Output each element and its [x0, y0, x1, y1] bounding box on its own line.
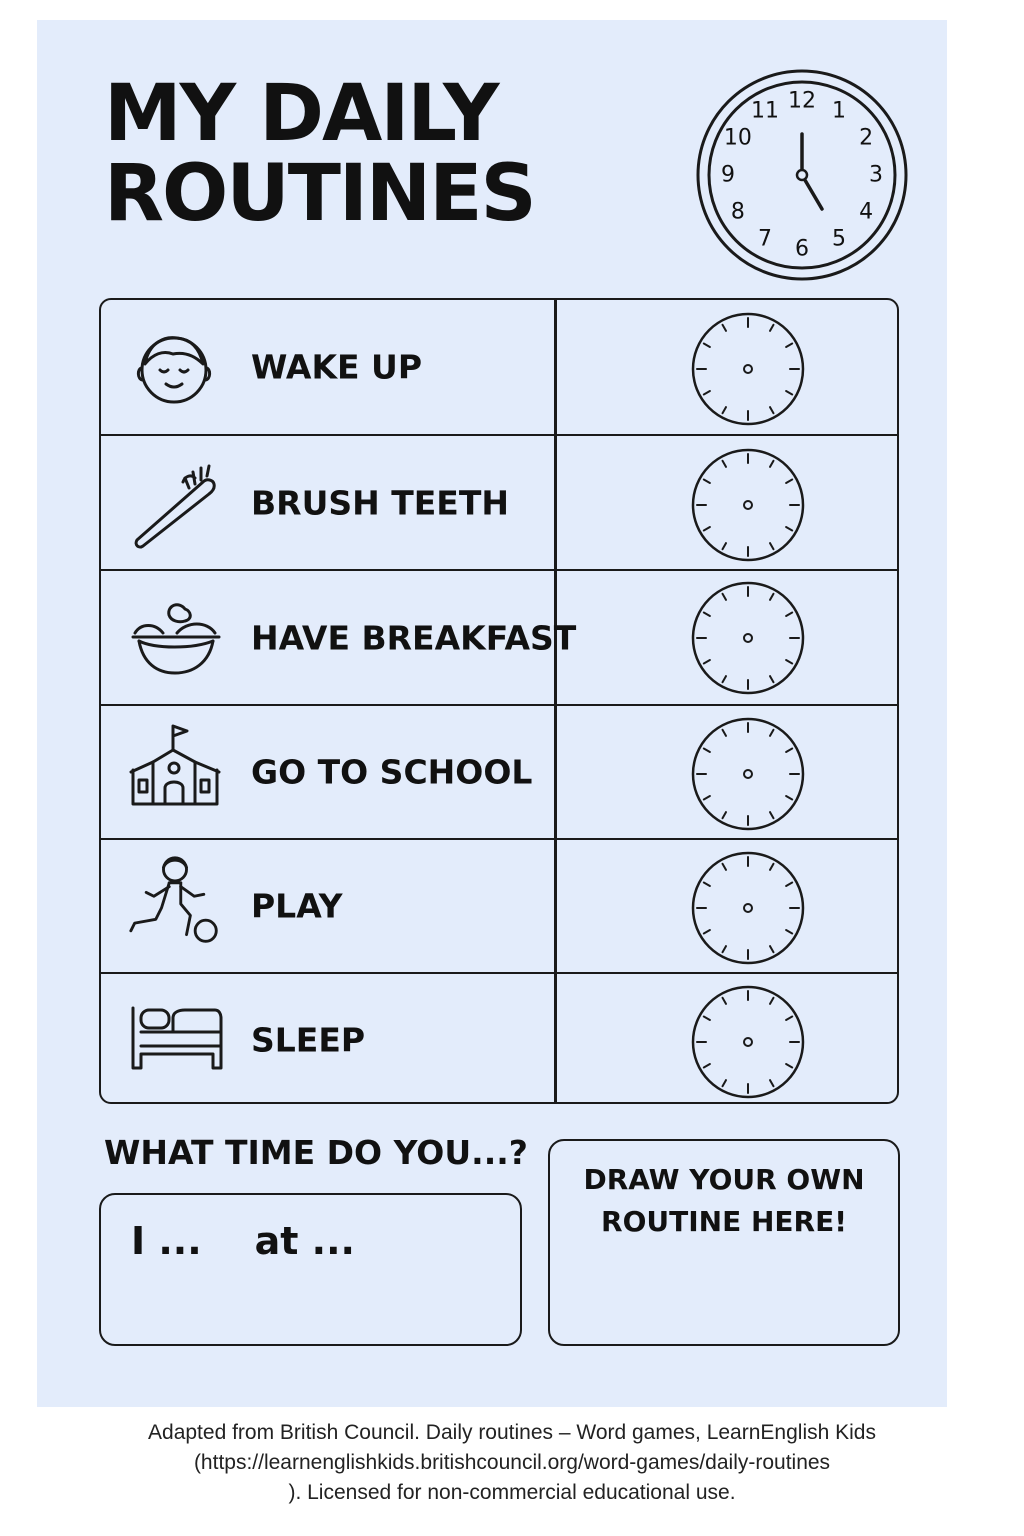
- clock-numeral: 10: [723, 125, 752, 151]
- clock-face: [693, 314, 803, 424]
- clock-tick: [770, 998, 774, 1004]
- clock-tick: [723, 730, 727, 736]
- clock-tick: [770, 543, 774, 549]
- toothbrush-icon: [129, 458, 225, 554]
- clock-tick: [786, 749, 792, 753]
- clock-center: [744, 904, 752, 912]
- footer-line-2: (https://learnenglishkids.britishcouncil.org/word-games/daily-routines: [193, 1451, 831, 1474]
- clock-tick: [770, 676, 774, 682]
- school-building-icon: [127, 722, 223, 818]
- clock-face: [693, 450, 803, 560]
- clock-tick: [704, 391, 710, 395]
- clock-tick: [723, 1080, 727, 1086]
- clock-tick: [786, 391, 792, 395]
- clock-numeral: 5: [832, 226, 846, 252]
- routine-label: BRUSH TEETH: [251, 483, 509, 522]
- child-kicking-ball-icon: [127, 854, 223, 950]
- clock-tick: [723, 812, 727, 818]
- clock-center: [744, 1038, 752, 1046]
- clock-tick: [704, 796, 710, 800]
- clock-numeral: 3: [869, 162, 883, 188]
- blank-clock-icon[interactable]: [690, 580, 806, 696]
- clock-center: [744, 770, 752, 778]
- bed-icon: [129, 992, 225, 1088]
- footer-line-3: ). Licensed for non-commercial educational use.: [288, 1481, 736, 1504]
- answer-prompt: I ... at ...: [131, 1219, 355, 1263]
- clock-numeral: 9: [721, 162, 735, 188]
- clock-tick: [786, 527, 792, 531]
- clock-tick: [786, 480, 792, 484]
- clock-tick: [723, 407, 727, 413]
- clock-tick: [770, 864, 774, 870]
- clock-tick: [770, 325, 774, 331]
- clock-tick: [786, 344, 792, 348]
- routine-row-have-breakfast: [101, 571, 897, 706]
- clock-numeral: 2: [859, 125, 874, 151]
- clock-tick: [770, 946, 774, 952]
- routine-label: WAKE UP: [251, 347, 423, 387]
- draw-box-line-1: DRAW YOUR OWN: [583, 1163, 865, 1196]
- clock-tick: [786, 930, 792, 934]
- clock-numeral: 4: [859, 199, 874, 225]
- sleeping-face-icon: [127, 324, 223, 420]
- clock-face: [693, 853, 803, 963]
- clock-face: [693, 987, 803, 1097]
- blank-clock-icon[interactable]: [690, 716, 806, 832]
- clock-numeral: 8: [730, 199, 745, 225]
- clock-tick: [704, 930, 710, 934]
- clock-numeral: 6: [795, 236, 809, 262]
- clock-tick: [723, 594, 727, 600]
- routine-table: [99, 298, 899, 1104]
- blank-clock-icon[interactable]: [690, 311, 806, 427]
- clock-numeral: 11: [751, 98, 779, 124]
- clock-tick: [770, 812, 774, 818]
- clock-tick: [770, 407, 774, 413]
- clock-tick: [770, 730, 774, 736]
- routine-label: GO TO SCHOOL: [251, 752, 533, 792]
- clock-tick: [704, 480, 710, 484]
- clock-tick: [786, 796, 792, 800]
- clock-center: [744, 365, 752, 373]
- routine-label: SLEEP: [251, 1020, 366, 1060]
- clock-tick: [704, 883, 710, 887]
- routine-row-sleep: [101, 974, 897, 1104]
- blank-clock-icon[interactable]: [690, 447, 806, 563]
- clock-tick: [704, 749, 710, 753]
- clock-tick: [786, 1064, 792, 1068]
- clock-icon: [695, 68, 909, 282]
- footer-line-1: Adapted from British Council. Daily routines – Word games, LearnEnglish Kids: [148, 1421, 876, 1444]
- clock-tick: [704, 613, 710, 617]
- clock-tick: [704, 1017, 710, 1021]
- title-line-2: ROUTINES: [104, 149, 535, 239]
- clock-tick: [723, 998, 727, 1004]
- clock-tick: [704, 527, 710, 531]
- clock-tick: [723, 325, 727, 331]
- clock-tick: [704, 344, 710, 348]
- routine-row-play: [101, 840, 897, 974]
- clock-tick: [723, 946, 727, 952]
- clock-tick: [723, 543, 727, 549]
- clock-center: [744, 634, 752, 642]
- blank-clock-icon[interactable]: [690, 850, 806, 966]
- routine-row-wake-up: [101, 300, 897, 436]
- answer-box[interactable]: [99, 1193, 522, 1346]
- clock-numeral: 12: [788, 88, 816, 114]
- clock-face: [693, 719, 803, 829]
- clock-tick: [704, 1064, 710, 1068]
- clock-numeral: 7: [758, 226, 772, 252]
- clock-tick: [770, 1080, 774, 1086]
- draw-box-instruction: [550, 1159, 898, 1243]
- routine-row-go-to-school: [101, 706, 897, 840]
- clock-tick: [770, 594, 774, 600]
- clock-tick: [786, 1017, 792, 1021]
- clock-tick: [786, 613, 792, 617]
- question-heading: WHAT TIME DO YOU...?: [104, 1133, 528, 1172]
- draw-routine-box[interactable]: [548, 1139, 900, 1346]
- clock-numeral: 1: [832, 98, 846, 124]
- routine-row-brush-teeth: [101, 436, 897, 571]
- clock-tick: [723, 676, 727, 682]
- routine-label: PLAY: [251, 886, 343, 926]
- breakfast-bowl-icon: [129, 593, 225, 689]
- clock-center: [744, 501, 752, 509]
- routine-label: HAVE BREAKFAST: [251, 618, 577, 657]
- clock-tick: [723, 864, 727, 870]
- clock-tick: [723, 461, 727, 467]
- clock-face: [693, 583, 803, 693]
- clock-tick: [786, 660, 792, 664]
- clock-tick: [770, 461, 774, 467]
- clock-tick: [786, 883, 792, 887]
- blank-clock-icon[interactable]: [690, 984, 806, 1100]
- attribution-footer: [0, 1418, 1024, 1508]
- draw-box-line-2: ROUTINE HERE!: [601, 1205, 847, 1238]
- page-title: [104, 69, 535, 239]
- title-line-1: MY DAILY: [104, 69, 498, 159]
- clock-tick: [704, 660, 710, 664]
